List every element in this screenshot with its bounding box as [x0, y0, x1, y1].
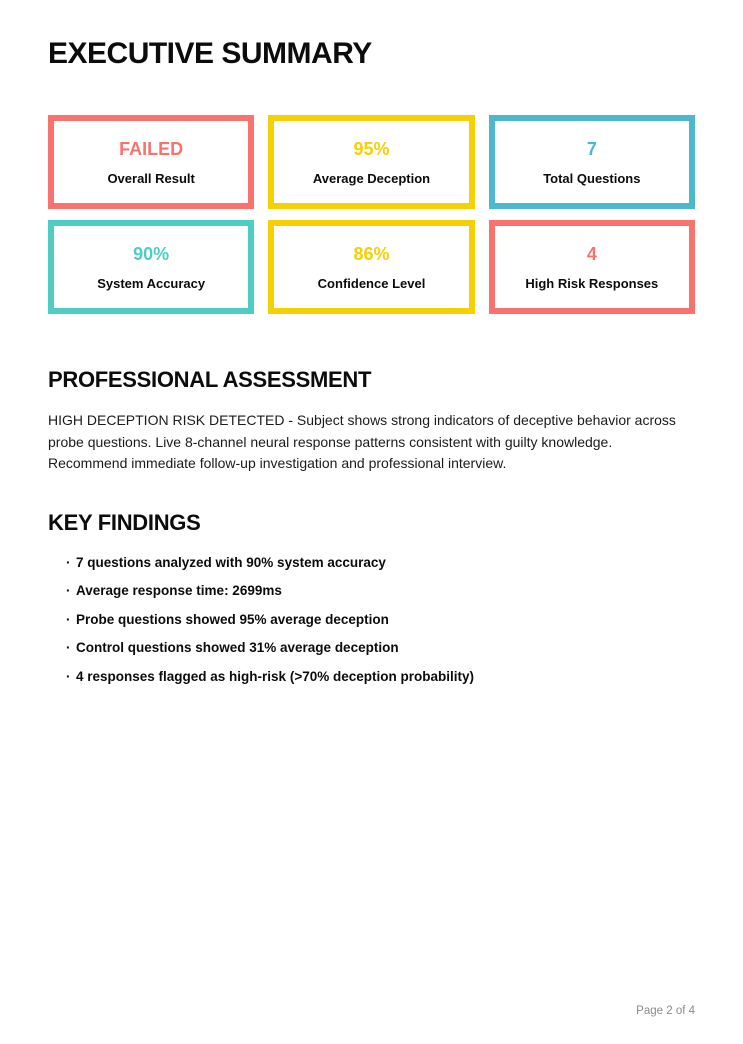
- stat-label: High Risk Responses: [525, 275, 659, 291]
- summary-stat-cards: [48, 115, 695, 314]
- stat-value: 4: [586, 243, 597, 264]
- stat-card-total-questions: [489, 115, 695, 209]
- key-findings-heading: KEY FINDINGS: [48, 509, 201, 535]
- professional-assessment-heading: PROFESSIONAL ASSESSMENT: [48, 367, 372, 393]
- stat-value: 86%: [353, 243, 390, 264]
- stat-value: 95%: [353, 138, 390, 159]
- stat-label: Average Deception: [312, 170, 431, 186]
- key-finding-item: · Probe questions showed 95% average deception: [66, 613, 695, 627]
- page-title: EXECUTIVE SUMMARY: [48, 37, 372, 71]
- key-findings-list: [48, 556, 695, 684]
- key-finding-item: · Control questions showed 31% average deception: [66, 641, 695, 655]
- stat-card-high-risk-responses: [489, 220, 695, 314]
- stat-label: Total Questions: [543, 170, 641, 186]
- page-number: Page 2 of 4: [636, 1005, 695, 1017]
- professional-assessment-body: HIGH DECEPTION RISK DETECTED - Subject shows strong indicators of deceptive behavior across probe questions. Live 8-channel neural response patterns consistent with guilty knowledge. Recommend immediate follow-up investigation and professional interview.: [48, 412, 676, 472]
- stat-card-confidence-level: [268, 220, 474, 314]
- stat-card-system-accuracy: [48, 220, 254, 314]
- stat-card-overall-result: [48, 115, 254, 209]
- stat-value: 90%: [133, 243, 170, 264]
- stat-value: 7: [586, 138, 597, 159]
- stat-value: FAILED: [119, 138, 184, 159]
- stat-label: System Accuracy: [97, 275, 206, 291]
- key-finding-item: · 4 responses flagged as high-risk (>70% deception probability): [66, 670, 695, 684]
- key-finding-item: · 7 questions analyzed with 90% system accuracy: [66, 556, 695, 570]
- stat-card-average-deception: [268, 115, 474, 209]
- stat-label: Overall Result: [107, 170, 195, 186]
- stat-label: Confidence Level: [317, 275, 426, 291]
- key-finding-item: · Average response time: 2699ms: [66, 584, 695, 598]
